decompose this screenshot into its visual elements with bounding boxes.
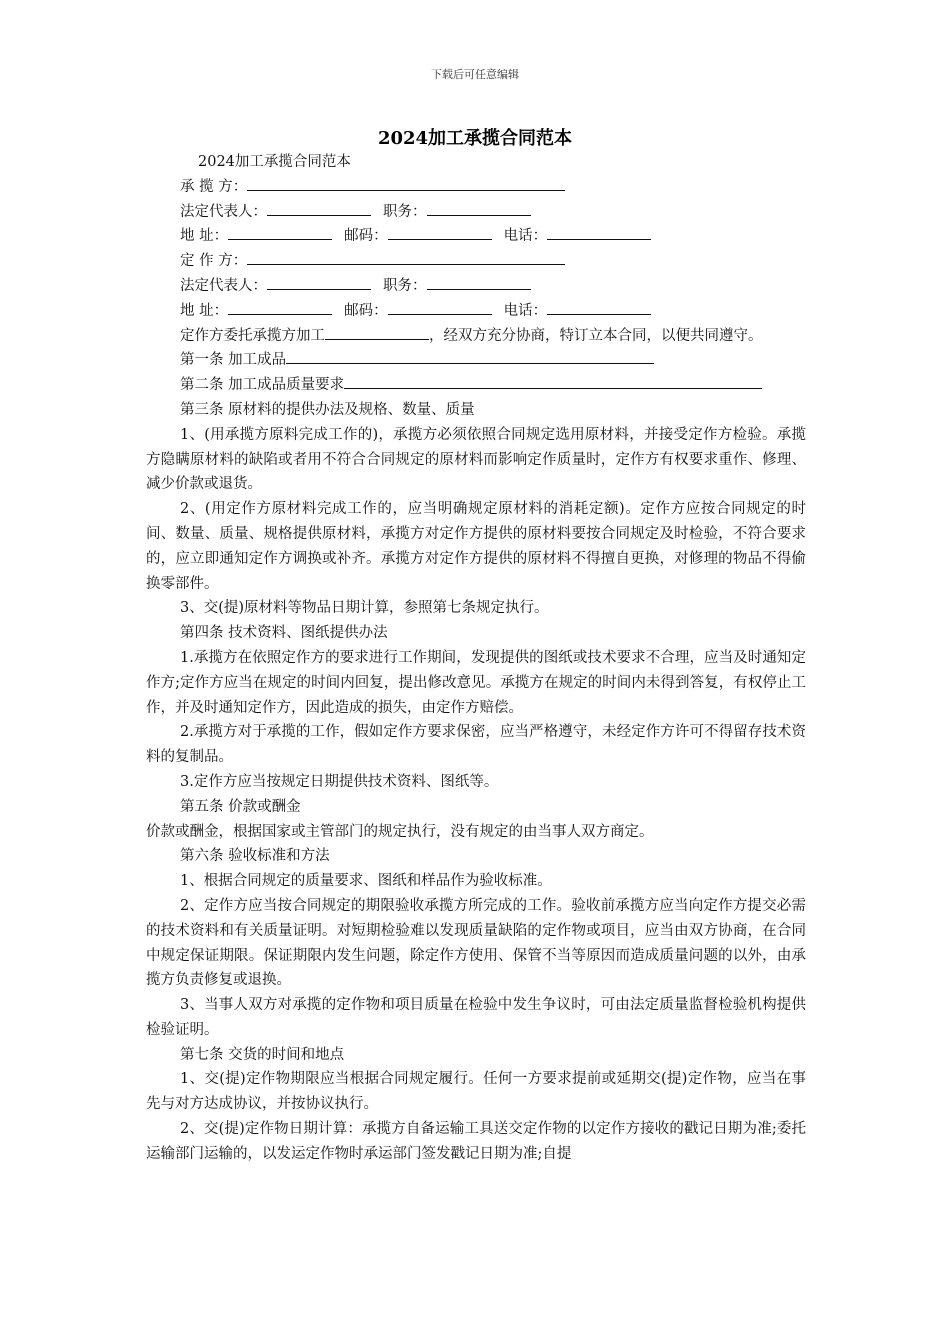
address-label: 地 址： (180, 228, 229, 245)
intro-text-after: ，经双方充分协商，特订立本合同，以便共同遵守。 (429, 327, 763, 344)
article-3-clause-2: 2、(用定作方原材料完成工作的，应当明确规定原材料的消耗定额)。定作方应按合同规定的时间、数量、质量、规格提供原材料，承揽方对定作方提供的原材料要按合同规定及时检验，不符合要求的，应立即通知定作方调换或补齐。承揽方对定作方提供的原材料不得擅自更换，对修理的物品不得偷换零部件。 (146, 501, 806, 592)
orderer-label: 定 作 方： (180, 253, 248, 270)
article-4-clause-1: 1.承揽方在依照定作方的要求进行工作期间，发现提供的图纸或技术要求不合理，应当及时通知定作方;定作方应当在规定的时间内回复，提出修改意见。承揽方在规定的时间内未得到答复，有权停止工作，并及时通知定作方，因此造成的损失，由定作方赔偿。 (146, 649, 806, 716)
legal-rep-label: 法定代表人： (180, 277, 267, 294)
article-6-clause-3: 3、当事人双方对承揽的定作物和项目质量在检验中发生争议时，可由法定质量监督检验机构提供检验证明。 (146, 997, 806, 1038)
document-body (146, 150, 806, 1167)
postcode-blank (388, 224, 492, 240)
orderer-blank (247, 249, 565, 265)
contractor-line (146, 175, 806, 200)
address-blank (228, 299, 332, 315)
postcode-label: 邮码： (344, 302, 388, 319)
phone-label: 电话： (503, 228, 548, 245)
postcode-blank (388, 299, 492, 315)
postcode-label: 邮码： (344, 228, 388, 245)
article-5-heading: 第五条 价款或酬金 (180, 798, 301, 815)
processing-item-blank (325, 324, 429, 340)
position-blank (427, 274, 531, 290)
page-header-note: 下载后可任意编辑 (431, 68, 519, 81)
article-4-heading: 第四条 技术资料、图纸提供办法 (180, 625, 388, 642)
document-title: 2024加工承揽合同范本 (377, 128, 573, 149)
article-1-heading (146, 348, 806, 373)
article-4-clause-2: 2.承揽方对于承揽的工作，假如定作方要求保密，应当严格遵守，未经定作方许可不得留存技术资料的复制品。 (146, 724, 806, 766)
intro-text-before: 定作方委托承揽方加工 (180, 327, 325, 344)
article-3-heading: 第三条 原材料的提供办法及规格、数量、质量 (180, 401, 475, 418)
position-label: 职务： (383, 277, 427, 294)
article-3-clause-1: 1、(用承揽方原料完成工作的)，承揽方必须依照合同规定选用原材料，并接受定作方检验。承揽方隐瞒原材料的缺陷或者用不符合合同规定的原材料而影响定作质量时，定作方有权要求重作、修理、减少价款或退货。 (146, 426, 806, 493)
position-blank (427, 200, 531, 216)
article-6-heading: 第六条 验收标准和方法 (180, 848, 330, 865)
article-5-clause-1: 价款或酬金，根据国家或主管部门的规定执行，没有规定的由当事人双方商定。 (146, 823, 654, 840)
document-subtitle: 2024加工承揽合同范本 (198, 154, 351, 170)
contractor-blank (247, 175, 565, 191)
article-3-clause-3: 3、交(提)原材料等物品日期计算，参照第七条规定执行。 (180, 600, 549, 617)
legal-rep-label: 法定代表人： (180, 203, 267, 220)
orderer-address-line (146, 299, 806, 324)
address-label: 地 址： (180, 302, 229, 319)
article-7-clause-2: 2、交(提)定作物日期计算：承揽方自备运输工具送交定作物的以定作方接收的戳记日期为准;委托运输部门运输的，以发运定作物时承运部门签发戳记日期为准;自提 (146, 1121, 806, 1162)
orderer-line (146, 249, 806, 274)
legal-rep-blank (267, 200, 371, 216)
phone-blank (547, 299, 651, 315)
article-2-heading (146, 373, 806, 398)
position-label: 职务： (383, 203, 427, 220)
article-1-title: 第一条 加工成品 (180, 352, 287, 369)
legal-rep-blank (267, 274, 371, 290)
quality-requirement-blank (344, 373, 762, 389)
contractor-label: 承 揽 方： (180, 178, 248, 195)
finished-product-blank (286, 348, 654, 364)
article-6-clause-1: 1、根据合同规定的质量要求、图纸和样品作为验收标准。 (180, 873, 552, 890)
phone-label: 电话： (503, 302, 548, 319)
article-7-clause-1: 1、交(提)定作物期限应当根据合同规定履行。任何一方要求提前或延期交(提)定作物，应当在事先与对方达成协议，并按协议执行。 (146, 1071, 806, 1113)
article-7-heading: 第七条 交货的时间和地点 (180, 1046, 345, 1063)
contractor-rep-line (146, 200, 806, 225)
article-6-clause-2: 2、定作方应当按合同规定的期限验收承揽方所完成的工作。验收前承揽方应当向定作方提交必需的技术资料和有关质量证明。对短期检验难以发现质量缺陷的定作物或项目，应当由双方协商，在合同中规定保证期限。保证期限内发生问题，除定作方使用、保管不当等原因而造成质量问题的以外，由承揽方负责修复或退换。 (146, 897, 806, 989)
phone-blank (547, 224, 651, 240)
intro-paragraph (146, 324, 806, 349)
article-4-clause-3: 3.定作方应当按规定日期提供技术资料、图纸等。 (180, 773, 499, 790)
orderer-rep-line (146, 274, 806, 299)
address-blank (228, 224, 332, 240)
article-2-title: 第二条 加工成品质量要求 (180, 377, 345, 394)
contractor-address-line (146, 224, 806, 249)
